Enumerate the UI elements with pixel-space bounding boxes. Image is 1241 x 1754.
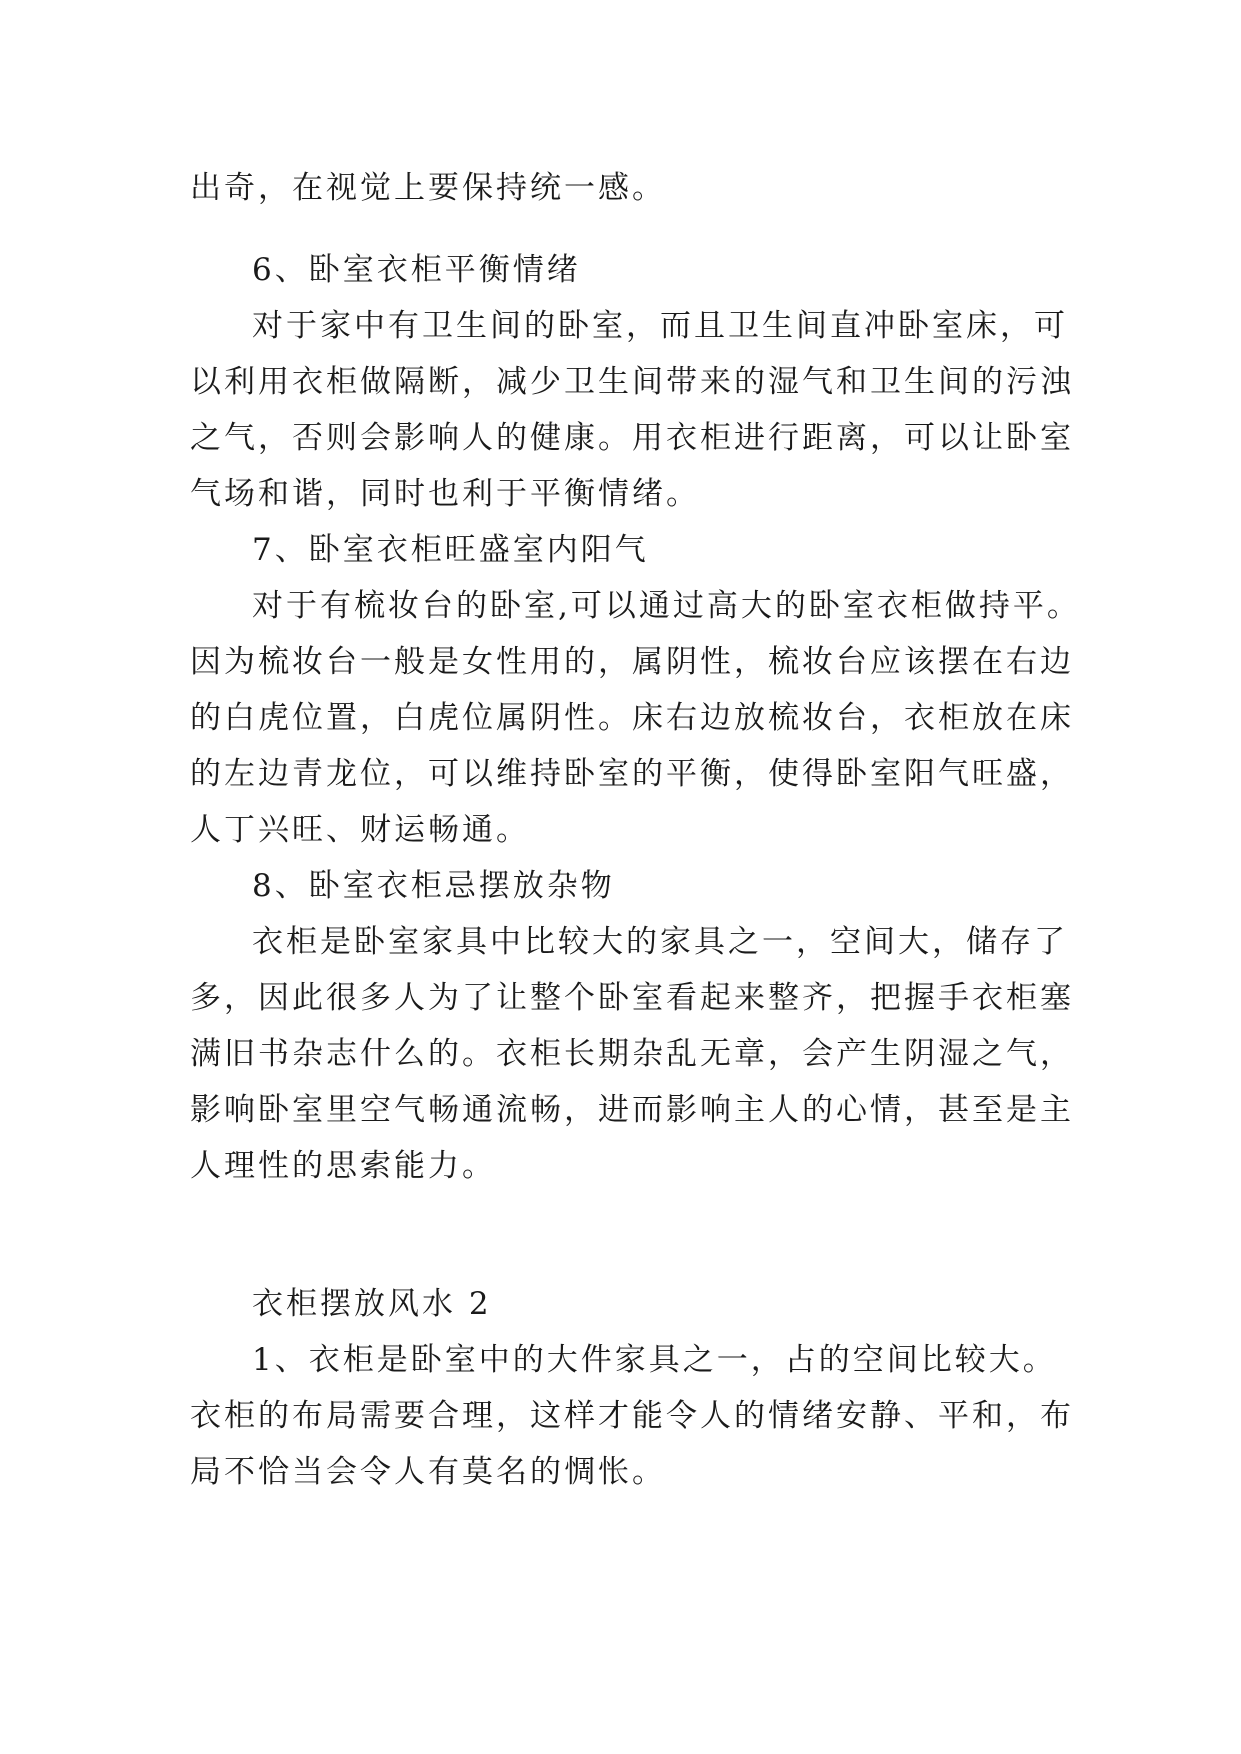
article-subtitle: 衣柜摆放风水 2	[252, 1286, 492, 1322]
paragraph-line: 气场和谐，同时也利于平衡情绪。	[190, 476, 700, 512]
paragraph-line: 影响卧室里空气畅通流畅，进而影响主人的心情，甚至是主	[190, 1092, 1074, 1128]
paragraph-line: 局不恰当会令人有莫名的惆怅。	[190, 1454, 666, 1490]
paragraph-line: 人丁兴旺、财运畅通。	[190, 812, 530, 848]
paragraph-line: 对于有梳妆台的卧室,可以通过高大的卧室衣柜做持平。	[252, 588, 1081, 624]
paragraph-line: 多，因此很多人为了让整个卧室看起来整齐，把握手衣柜塞	[190, 980, 1074, 1016]
paragraph-line: 满旧书杂志什么的。衣柜长期杂乱无章，会产生阴湿之气，	[190, 1036, 1074, 1072]
section-heading: 8、卧室衣柜忌摆放杂物	[252, 868, 615, 904]
paragraph-line: 衣柜是卧室家具中比较大的家具之一，空间大，储存了	[252, 924, 1068, 960]
paragraph-line: 因为梳妆台一般是女性用的，属阴性，梳妆台应该摆在右边	[190, 644, 1074, 680]
paragraph-line: 以利用衣柜做隔断，减少卫生间带来的湿气和卫生间的污浊	[190, 364, 1074, 400]
paragraph-line: 出奇，在视觉上要保持统一感。	[190, 170, 666, 206]
paragraph-line: 1、衣柜是卧室中的大件家具之一，占的空间比较大。	[252, 1342, 1057, 1378]
paragraph-line: 的白虎位置，白虎位属阴性。床右边放梳妆台，衣柜放在床	[190, 700, 1074, 736]
paragraph-line: 的左边青龙位，可以维持卧室的平衡，使得卧室阳气旺盛，	[190, 756, 1074, 792]
section-heading: 6、卧室衣柜平衡情绪	[252, 252, 581, 288]
paragraph-line: 衣柜的布局需要合理，这样才能令人的情绪安静、平和，布	[190, 1398, 1074, 1434]
section-heading: 7、卧室衣柜旺盛室内阳气	[252, 532, 649, 568]
paragraph-line: 人理性的思索能力。	[190, 1148, 496, 1184]
paragraph-line: 对于家中有卫生间的卧室，而且卫生间直冲卧室床，可	[252, 308, 1068, 344]
paragraph-line: 之气，否则会影响人的健康。用衣柜进行距离，可以让卧室	[190, 420, 1074, 456]
